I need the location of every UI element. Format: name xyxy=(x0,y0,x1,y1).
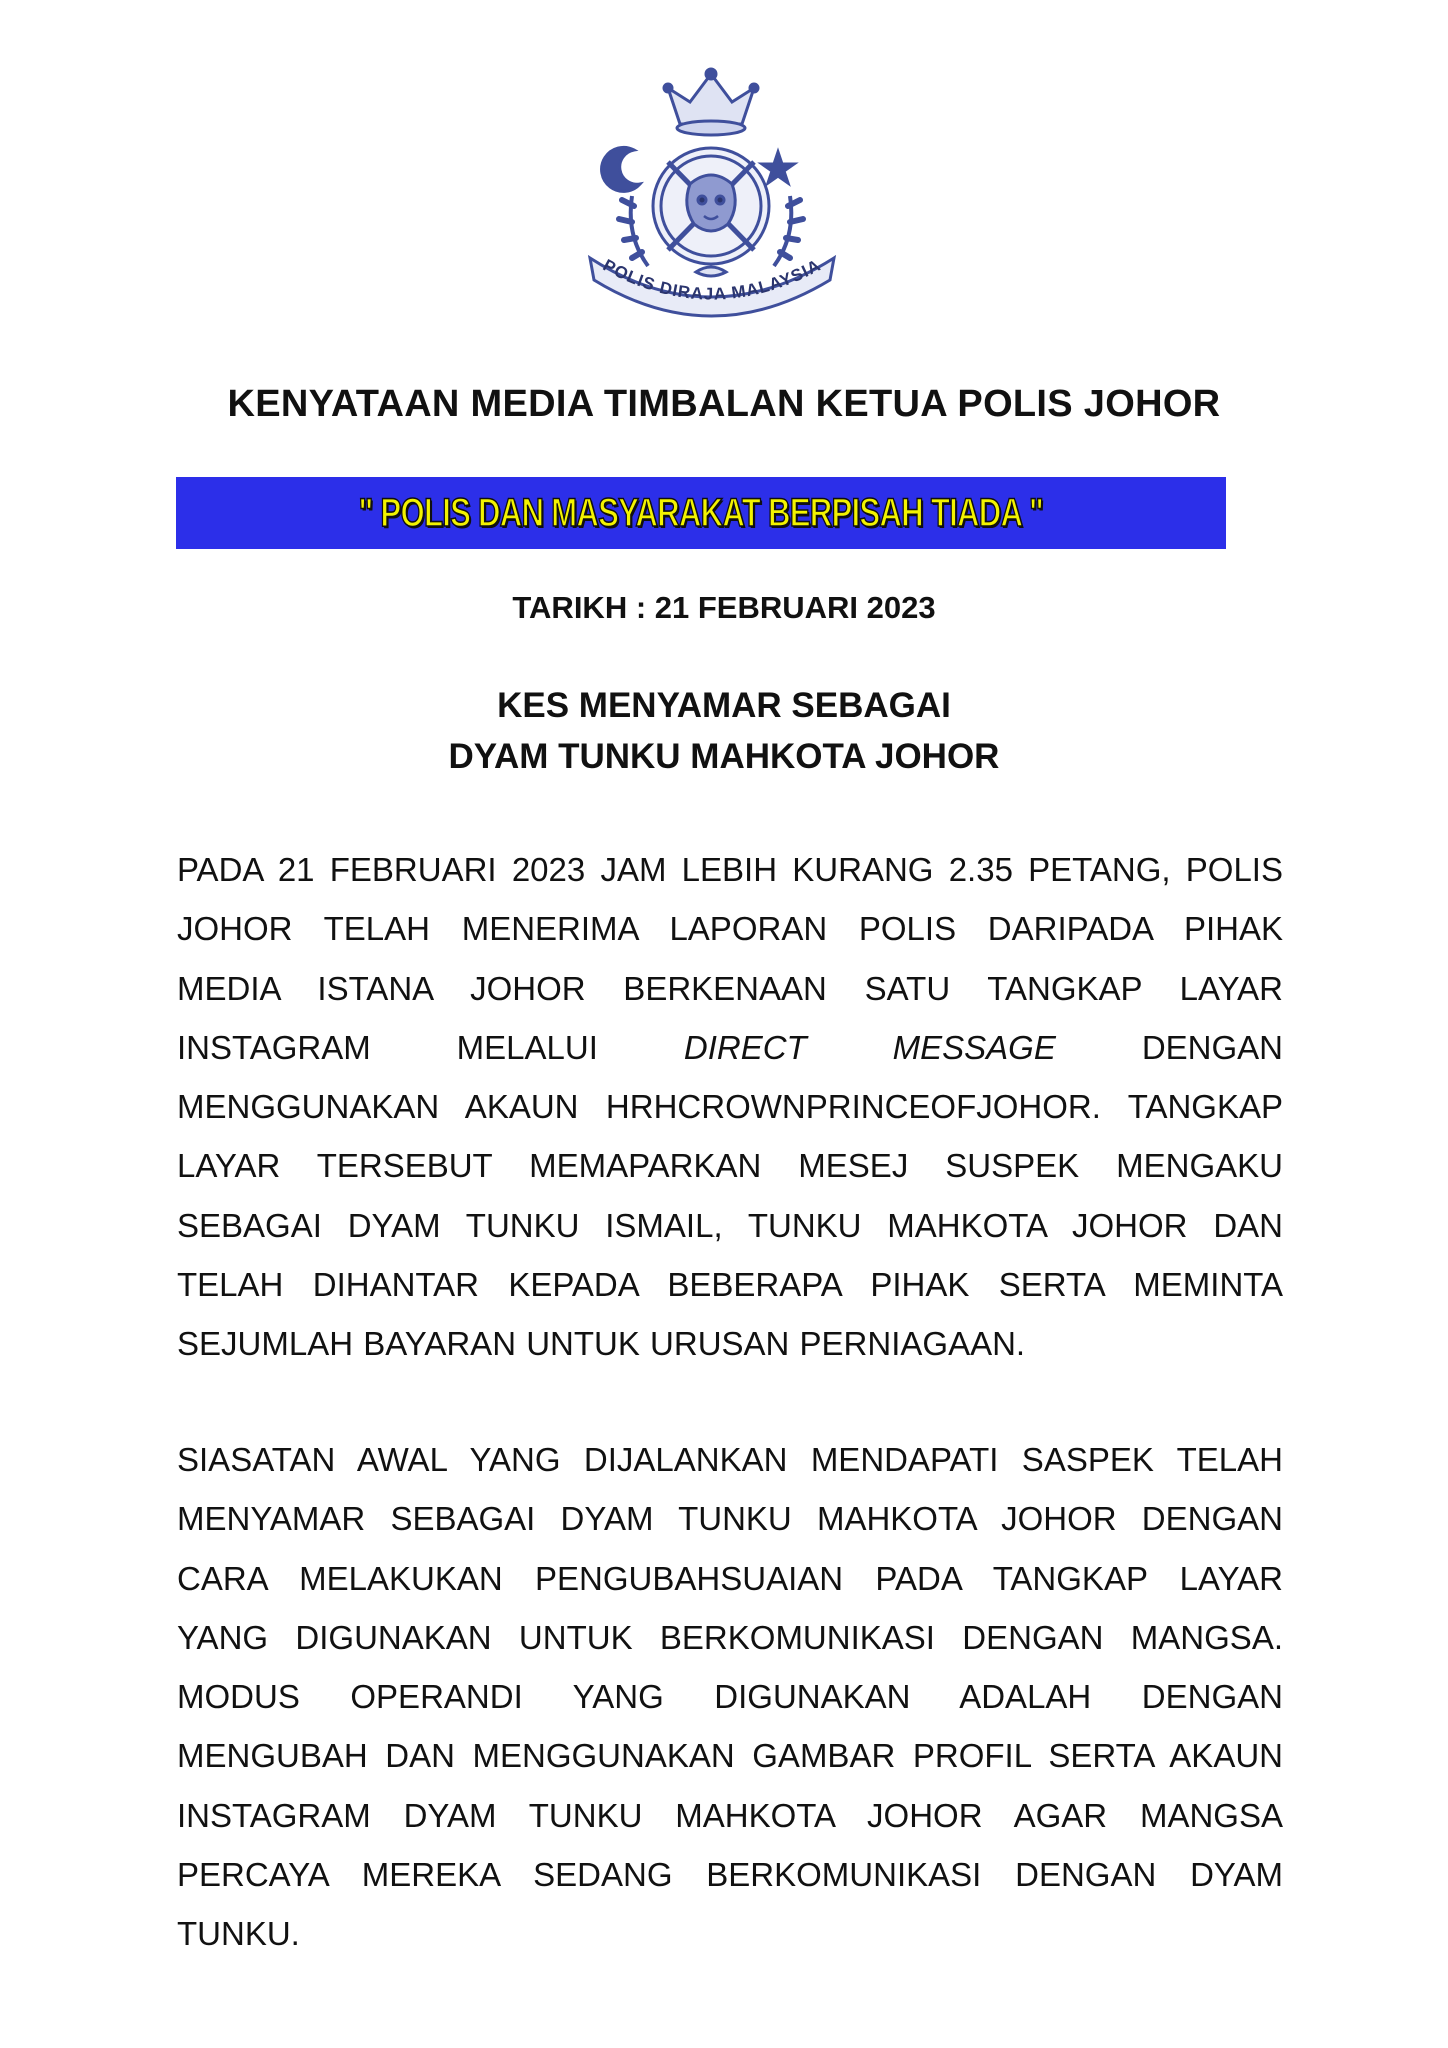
statement-date: TARIKH : 21 FEBRUARI 2023 xyxy=(512,590,936,625)
paragraph-line: JOHOR TELAH MENERIMA LAPORAN POLIS DARIPADA PIHAK xyxy=(177,910,1283,948)
paragraph-line: CARA MELAKUKAN PENGUBAHSUAIAN PADA TANGKAP LAYAR xyxy=(177,1559,1283,1597)
paragraph-line: MENGUBAH DAN MENGGUNAKAN GAMBAR PROFIL SERTA AKAUN xyxy=(177,1737,1283,1775)
slogan-banner xyxy=(176,477,1226,549)
paragraph-line: PADA 21 FEBRUARI 2023 JAM LEBIH KURANG 2.35 PETANG, POLIS xyxy=(177,851,1283,888)
polis-diraja-malaysia-crest-icon xyxy=(568,66,854,348)
paragraph-line: INSTAGRAM DYAM TUNKU MAHKOTA JOHOR AGAR MANGSA xyxy=(177,1796,1283,1834)
paragraph-line: TELAH DIHANTAR KEPADA BEBERAPA PIHAK SERTA MEMINTA xyxy=(177,1266,1283,1304)
crest-ribbon-text: POLIS DIRAJA MALAYSIA xyxy=(599,255,825,304)
paragraph-line: MODUS OPERANDI YANG DIGUNAKAN ADALAH DENGAN xyxy=(177,1678,1283,1716)
body-paragraph-2 xyxy=(177,1430,1283,1964)
paragraph-line: PERCAYA MEREKA SEDANG BERKOMUNIKASI DENGAN DYAM xyxy=(177,1856,1283,1894)
paragraph-line: SIASATAN AWAL YANG DIJALANKAN MENDAPATI SASPEK TELAH xyxy=(177,1441,1283,1478)
subject-line-2: DYAM TUNKU MAHKOTA JOHOR xyxy=(448,737,1000,776)
italic-term: DIRECT MESSAGE xyxy=(683,1028,1056,1066)
slogan-text: " POLIS DAN MASYARAKAT BERPISAH TIADA " xyxy=(358,490,1044,535)
paragraph-line: YANG DIGUNAKAN UNTUK BERKOMUNIKASI DENGAN MANGSA. xyxy=(177,1618,1283,1656)
paragraph-line: LAYAR TERSEBUT MEMAPARKAN MESEJ SUSPEK MENGAKU xyxy=(177,1147,1283,1185)
subject-line-1: KES MENYAMAR SEBAGAI xyxy=(497,686,951,725)
paragraph-line: TUNKU. xyxy=(177,1915,300,1953)
paragraph-line-part: DENGAN xyxy=(1141,1028,1283,1066)
paragraph-line xyxy=(177,1018,1283,1077)
body-paragraph-1 xyxy=(177,840,1283,1374)
media-statement-title: KENYATAAN MEDIA TIMBALAN KETUA POLIS JOHOR xyxy=(227,383,1221,425)
paragraph-line: SEJUMLAH BAYARAN UNTUK URUSAN PERNIAGAAN. xyxy=(177,1325,1026,1363)
paragraph-line: MENGGUNAKAN AKAUN HRHCROWNPRINCEOFJOHOR. TANGKAP xyxy=(177,1088,1283,1126)
paragraph-line: SEBAGAI DYAM TUNKU ISMAIL, TUNKU MAHKOTA JOHOR DAN xyxy=(177,1206,1283,1244)
paragraph-line: MENYAMAR SEBAGAI DYAM TUNKU MAHKOTA JOHOR DENGAN xyxy=(177,1500,1283,1538)
paragraph-line: MEDIA ISTANA JOHOR BERKENAAN SATU TANGKAP LAYAR xyxy=(177,969,1283,1007)
paragraph-line-part: INSTAGRAM MELALUI xyxy=(177,1028,598,1066)
